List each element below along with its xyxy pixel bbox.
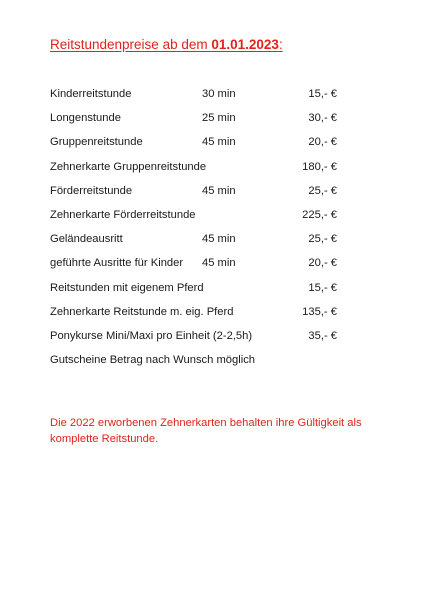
item-duration: 45 min: [202, 136, 236, 149]
item-duration: 30 min: [202, 88, 236, 100]
item-name: Zehnerkarte Gruppenreitstunde: [50, 160, 207, 173]
title-date: 01.01.2023: [211, 37, 279, 52]
item-price: 30,- €: [308, 112, 337, 125]
item-name: Ponykurse Mini/Maxi pro Einheit (2-2,5h): [50, 329, 253, 342]
item-name: Longenstunde: [50, 112, 121, 125]
item-name: Zehnerkarte Reitstunde m. eig. Pferd: [50, 305, 234, 318]
item-price: 20,- €: [308, 136, 337, 149]
item-price: 225,- €: [302, 208, 337, 221]
item-duration: 45 min: [202, 257, 236, 270]
price-row: [50, 354, 350, 378]
item-price: 35,- €: [308, 329, 337, 342]
item-duration: 25 min: [202, 112, 236, 125]
item-name: Förderreitstunde: [50, 184, 133, 197]
price-row: [50, 88, 350, 112]
price-row: [50, 257, 350, 281]
price-row: [50, 233, 350, 257]
price-row: [50, 209, 350, 233]
item-name: Reitstunden mit eigenem Pferd: [50, 281, 204, 294]
item-price: 20,- €: [308, 257, 337, 270]
item-name: geführte Ausritte für Kinder: [50, 257, 184, 270]
price-row: [50, 330, 350, 354]
item-name: Kinderreitstunde: [50, 88, 132, 100]
title-prefix: Reitstundenpreise ab dem: [50, 37, 212, 52]
price-row: [50, 112, 350, 136]
item-name: Gutscheine Betrag nach Wunsch möglich: [50, 354, 256, 367]
item-price: 180,- €: [302, 160, 337, 173]
price-row: [50, 161, 350, 185]
price-row: [50, 282, 350, 306]
item-duration: 45 min: [202, 233, 236, 246]
price-row: [50, 185, 350, 209]
item-name: Gruppenreitstunde: [50, 136, 143, 149]
item-name: Zehnerkarte Förderreitstunde: [50, 208, 196, 221]
validity-note: Die 2022 erworbenen Zehnerkarten behalten ihre Gültigkeit als komplette Reitstunde.: [50, 417, 362, 445]
page-title: [50, 37, 283, 52]
item-price: 25,- €: [308, 184, 337, 197]
item-price: 135,- €: [302, 305, 337, 318]
price-row: [50, 306, 350, 330]
item-name: Geländeausritt: [50, 233, 123, 246]
item-duration: 45 min: [202, 184, 236, 197]
item-price: 25,- €: [308, 233, 337, 246]
price-list: [50, 88, 350, 378]
item-price: 15,- €: [308, 88, 337, 100]
price-row: [50, 136, 350, 160]
item-price: 15,- €: [308, 281, 337, 294]
title-suffix: :: [278, 37, 283, 52]
